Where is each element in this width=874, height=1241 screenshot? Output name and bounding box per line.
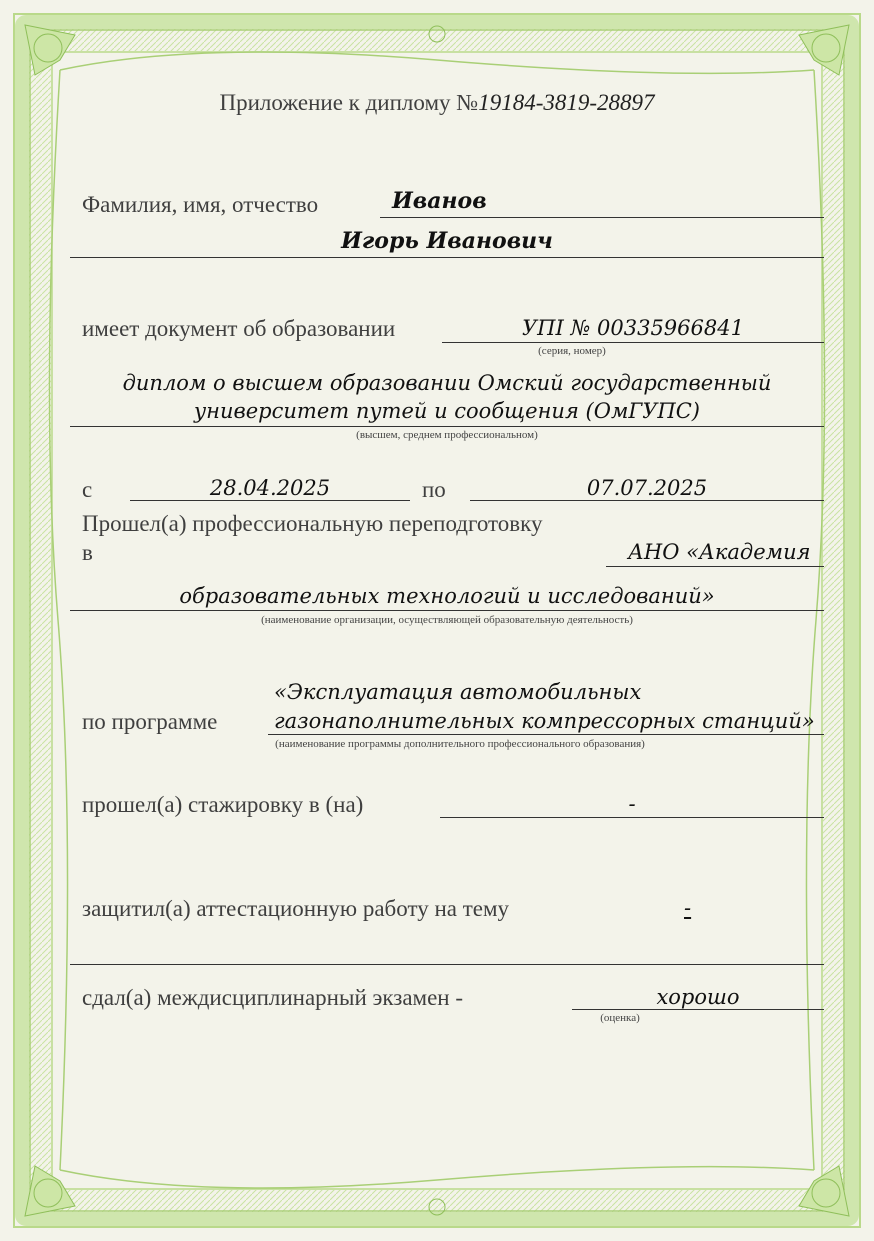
thesis-value: - [684,896,692,920]
program-label: по программе [82,709,218,734]
doc-number-underline [442,342,824,343]
period-from-underline [130,500,410,501]
retraining-label: Прошел(а) профессиональную переподготовку [82,511,543,536]
internship-value: - [628,792,636,816]
period-to-value: 07.07.2025 [586,476,708,500]
program-hint: (наименование программы дополнительного профессионального образования) [275,738,645,750]
program-line-1: «Эксплуатация автомобильных [274,680,642,704]
fio-label: Фамилия, имя, отчество [82,192,319,217]
thesis-label: защитил(а) аттестационную работу на тему [82,896,510,921]
org-line-1: АНО «Академия [628,540,811,564]
org-line-1-underline [606,566,824,567]
surname-value: Иванов [392,188,487,214]
program-line-2: газонаполнительных компрессорных станций» [274,709,815,733]
education-line-2: университет путей и сообщения (ОмГУПС) [193,399,701,423]
name-underline [70,257,824,258]
period-to-underline [470,500,824,501]
org-line-2: образовательных технологий и исследований» [179,584,715,608]
period-to-label: по [422,477,446,502]
education-underline [70,426,824,427]
exam-underline [572,1009,824,1010]
doc-number-hint: (серия, номер) [538,345,606,357]
name-patronymic-value: Игорь Иванович [341,228,553,254]
header-prefix: Приложение к диплому № [219,90,479,115]
exam-hint: (оценка) [600,1012,640,1024]
exam-grade: хорошо [656,985,740,1009]
exam-label: сдал(а) междисциплинарный экзамен - [82,985,464,1010]
education-hint: (высшем, среднем профессиональном) [356,429,538,441]
education-label: имеет документ об образовании [82,316,396,341]
period-from-label: с [82,477,93,502]
program-underline [268,734,824,735]
org-underline [70,610,824,611]
education-line-1: диплом о высшем образовании Омский государственный [122,371,772,395]
internship-underline [440,817,824,818]
education-doc-number: УПI № 00335966841 [522,316,744,340]
header-number: 19184-3819-28897 [478,90,655,115]
org-hint: (наименование организации, осуществляющей образовательную деятельность) [261,614,633,626]
internship-label: прошел(а) стажировку в (на) [82,792,364,817]
period-from-value: 28.04.2025 [209,476,331,500]
retraining-in-label: в [82,540,93,565]
thesis-underline [70,964,824,965]
surname-underline [380,217,824,218]
header-title [0,90,874,116]
